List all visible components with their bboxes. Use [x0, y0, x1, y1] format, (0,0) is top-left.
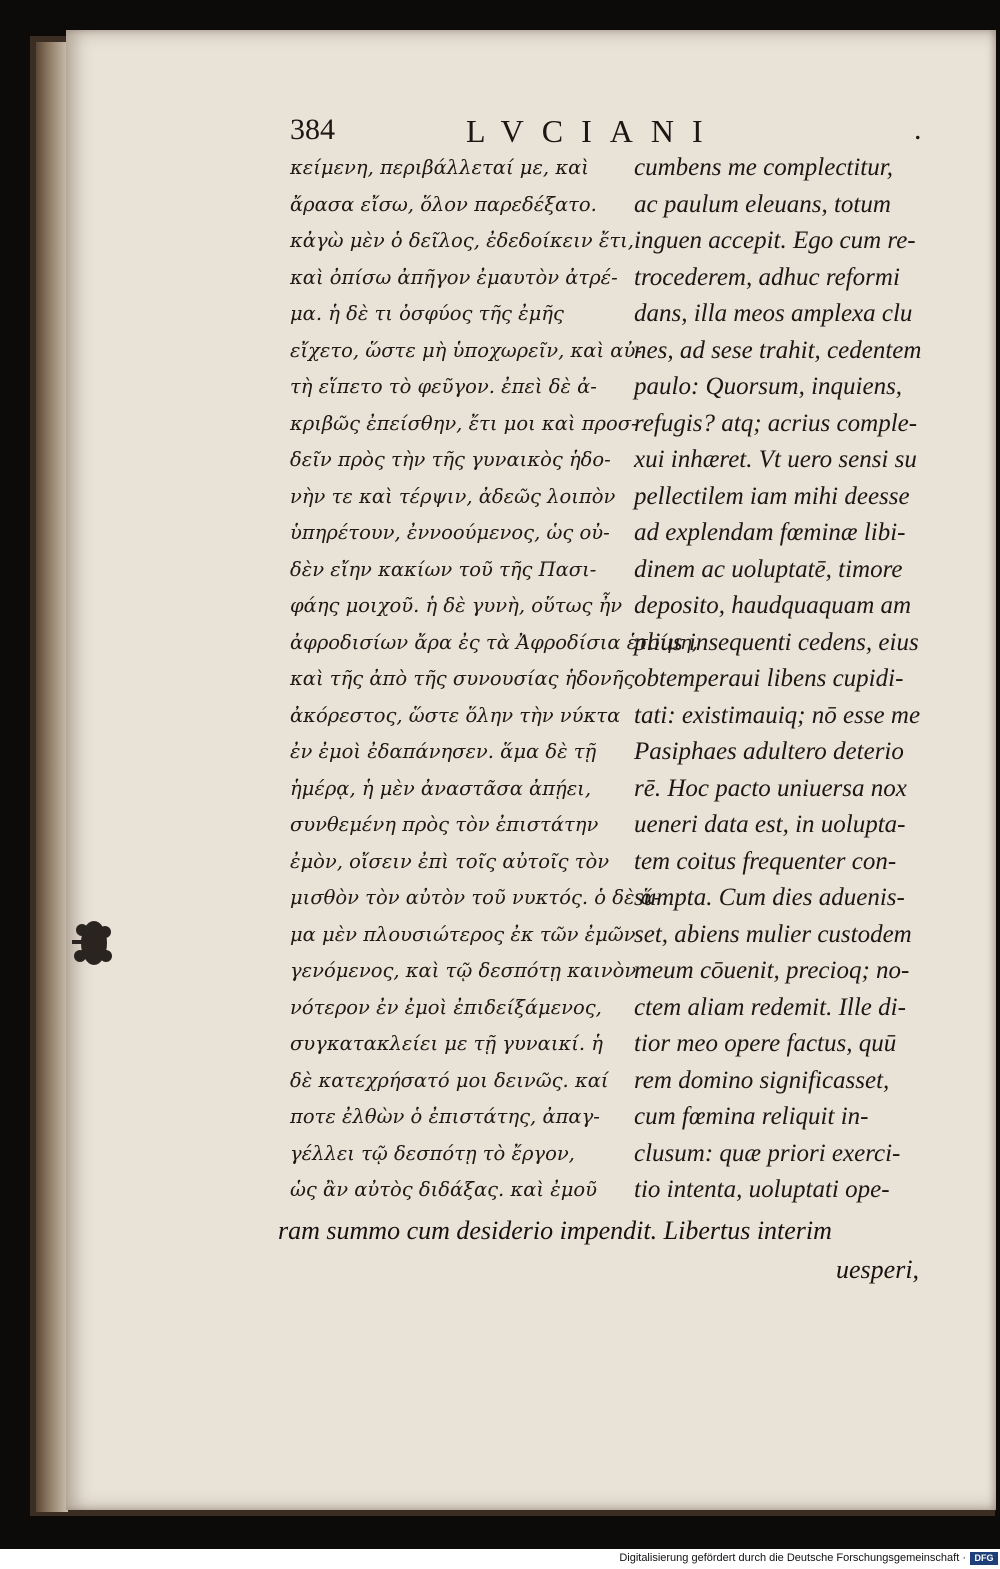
page-edge — [36, 42, 68, 1512]
greek-text-line: κριβῶς ἐπείσθην, ἔτι μοι καὶ προσ- — [290, 411, 638, 435]
latin-text-line: tio intenta, uoluptati ope- — [634, 1176, 890, 1203]
latin-text-line: pellectilem iam mihi deesse — [634, 482, 910, 510]
latin-text-line: dinem ac uoluptatē, timore — [634, 555, 903, 583]
dfg-logo: DFG — [970, 1552, 998, 1565]
latin-text-line: cum fœmina reliquit in- — [634, 1103, 869, 1130]
latin-text-line: ac paulum eleuans, totum — [634, 190, 891, 218]
latin-text-line: dans, illa meos amplexa clu — [634, 300, 913, 327]
greek-text-line: ἐν ἐμοὶ ἐδαπάνησεν. ἅμα δὲ τῇ — [290, 740, 597, 763]
greek-text-line: δεῖν πρὸς τὴν τῆς γυναικὸς ἡδο- — [290, 448, 611, 471]
greek-text-line: ὑπηρέτουν, ἐννοούμενος, ὡς οὐ- — [290, 521, 610, 544]
page-number: 384 — [290, 113, 335, 146]
greek-text-line: τὴ εἵπετο τὸ φεῦγον. ἐπεὶ δὲ ἀ- — [290, 375, 597, 398]
greek-text-line: δὲ κατεχρήσατό μοι δεινῶς. καί — [290, 1068, 609, 1092]
latin-text-line: rem domino significasset, — [634, 1066, 890, 1094]
latin-text-line: paulo: Quorsum, inquiens, — [634, 373, 903, 400]
latin-text-line: inguen accepit. Ego cum re- — [634, 227, 916, 254]
latin-text-line: meum cōuenit, precioq; no- — [634, 957, 910, 984]
header-mark: . — [914, 113, 922, 146]
greek-text-line: καὶ ὀπίσω ἀπῆγον ἐμαυτὸν ἀτρέ- — [290, 265, 618, 289]
greek-text-column — [290, 150, 698, 1209]
running-header — [290, 113, 950, 153]
latin-text-line: ctem aliam redemit. Ille di- — [634, 993, 906, 1021]
greek-text-line: μα. ἡ δὲ τι ὀσφύος τῆς ἐμῆς — [290, 302, 564, 325]
latin-text-line: sumpta. Cum dies aduenis- — [634, 884, 905, 911]
latin-text-line: refugis? atq; acrius comple- — [634, 409, 918, 437]
latin-text-line: clusum: quæ priori exerci- — [634, 1139, 901, 1167]
printers-ornament-icon — [70, 912, 116, 974]
latin-text-line: xui inhæret. Vt uero sensi su — [634, 446, 917, 473]
latin-text-line: ad explendam fœminæ libi- — [634, 519, 906, 546]
greek-text-line: γενόμενος, καὶ τῷ δεσπότῃ καινὸν — [290, 959, 637, 982]
latin-text-line: ueneri data est, in uolupta- — [634, 811, 906, 838]
greek-text-line: δὲν εἴην κακίων τοῦ τῆς Πασι- — [290, 557, 597, 581]
latin-text-line: cumbens me complectitur, — [634, 154, 893, 181]
latin-text-column — [634, 150, 954, 1209]
greek-text-line: ἀφροδισίων ἄρα ἐς τὰ Ἀφροδίσια ἑτοίμη, — [290, 630, 698, 654]
latin-text-line: deposito, haudquaquam am — [634, 592, 912, 619]
latin-text-line: tati: existimauiq; nō esse me — [634, 701, 921, 729]
latin-text-line: tior meo opere factus, quū — [634, 1030, 897, 1057]
greek-text-line: ἀκόρεστος, ὥστε ὅλην τὴν νύκτα — [290, 703, 621, 727]
greek-text-line: ὡς ἂν αὐτὸς διδάξας. καὶ ἐμοῦ — [290, 1178, 597, 1201]
greek-text-line: νότερον ἐν ἐμοὶ ἐπιδείξάμενος, — [290, 995, 602, 1019]
catchword: uesperi, — [836, 1255, 920, 1284]
greek-text-line: συνθεμένη πρὸς τὸν ἐπιστάτην — [290, 813, 599, 836]
running-title: LVCIANI — [466, 113, 721, 149]
latin-text-line: rē. Hoc pacto uniuersa nox — [634, 774, 907, 802]
greek-text-line: νὴν τε καὶ τέρψιν, ἀδεῶς λοιπὸν — [290, 484, 616, 508]
greek-text-line: μα μὲν πλουσιώτερος ἐκ τῶν ἐμῶν — [290, 922, 636, 946]
latin-text-line: obtemperaui libens cupidi- — [634, 665, 904, 692]
latin-text-line: trocederem, adhuc reformi — [634, 263, 900, 291]
greek-text-line: ἡμέρᾳ, ἡ μὲν ἀναστᾶσα ἀπῄει, — [290, 776, 592, 800]
latin-text-line: nes, ad sese trahit, cedentem — [634, 336, 922, 364]
greek-text-line: ἄρασα εἴσω, ὅλον παρεδέξατο. — [290, 192, 597, 216]
latin-text-line: plius insequenti cedens, eius — [634, 628, 919, 656]
greek-text-line: καὶ τῆς ἀπὸ τῆς συνουσίας ἡδονῆς — [290, 667, 635, 690]
latin-text-line: set, abiens mulier custodem — [634, 920, 912, 948]
greek-text-line: κείμενη, περιβάλλεταί με, καὶ — [290, 156, 589, 179]
greek-text-line: εἴχετο, ὥστε μὴ ὑποχωρεῖν, καὶ αὐ- — [290, 338, 642, 362]
full-width-line: ram summo cum desiderio impendit. Libertus interim — [278, 1216, 832, 1245]
digitization-footer — [0, 1549, 1000, 1569]
funding-credit: Digitalisierung gefördert durch die Deutsche Forschungsgemeinschaft · — [619, 1552, 966, 1564]
greek-text-line: ἐμὸν, οἴσειν ἐπὶ τοῖς αὐτοῖς τὸν — [290, 849, 610, 873]
greek-text-line: ποτε ἐλθὼν ὁ ἐπιστάτης, ἀπαγ- — [290, 1105, 600, 1128]
greek-text-line: κἀγὼ μὲν ὁ δεῖλος, ἐδεδοίκειν ἔτι, — [290, 229, 634, 252]
greek-text-line: συγκατακλείει με τῇ γυναικί. ἡ — [290, 1032, 603, 1055]
greek-text-line: φάης μοιχοῦ. ἡ δὲ γυνὴ, οὕτως ἦν — [290, 594, 623, 617]
greek-text-line: μισθὸν τὸν αὐτὸν τοῦ νυκτός. ὁ δὲ ἅ- — [290, 886, 661, 909]
latin-text-line: Pasiphaes adultero deterio — [634, 738, 904, 765]
greek-text-line: γέλλει τῷ δεσπότῃ τὸ ἔργον, — [290, 1141, 575, 1165]
latin-text-line: tem coitus frequenter con- — [634, 847, 897, 875]
